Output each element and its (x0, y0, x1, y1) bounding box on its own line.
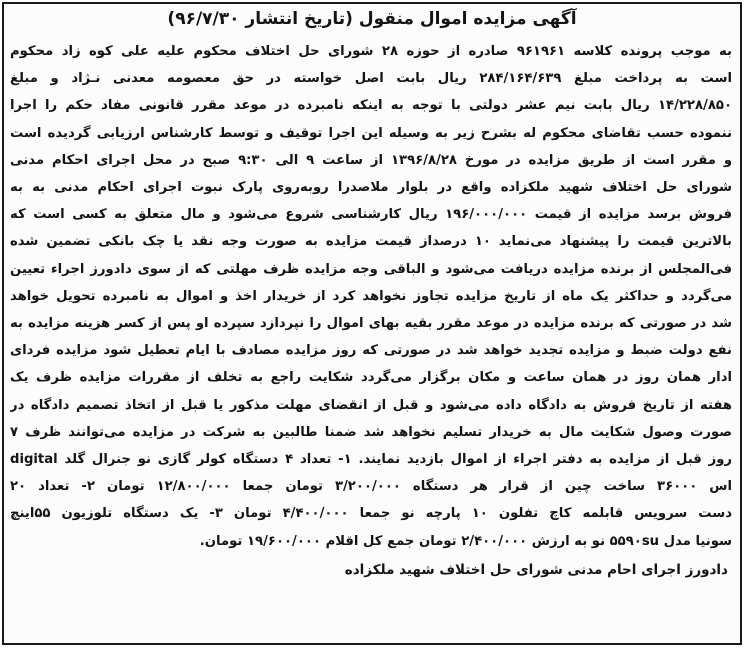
notice-line: روز قبل از مزایده به دفتر اجراء از اموال بازدید نمایند. ۱- تعداد ۴ دستگاه کولر گازی نو جنرال گلد digital (10, 452, 732, 468)
notice-line: ۱۴/۲۲۸/۸۵۰ ریال بابت نیم عشر دولتی با توجه به اینکه نامبرده در موعد مقرر قانونی مفاد حکم را اجرا (10, 98, 732, 114)
notice-line: ادار همان روز در همان ساعت و مکان برگزار می‌گردد شکایت راجع به تخلف از مقررات مزایده ظرف یک (10, 370, 732, 386)
notice-line: شورای حل اختلاف شهید ملکزاده واقع در بلوار ملاصدرا روبه‌روی پارک نبوت اجرای احکام مدنی به به (10, 180, 732, 196)
notice-line: ننموده حسب تقاضای محکوم له بشرح زیر به وسیله این اجرا توقیف و توسط کارشناس ارزیابی گردیده است (10, 125, 732, 141)
notice-line: فروش برسد مزایده از قیمت ۱۹۶/۰۰۰/۰۰۰ ریال کارشناسی شروع می‌شود و مال متعلق به کسی است که (10, 207, 732, 223)
notice-body (4, 38, 740, 555)
notice-line: فی‌المجلس از برنده مزایده دریافت می‌شود و الباقی وجه مزایده ظرف مهلتی که از سوی دادورز اجراء تعیین (10, 261, 732, 277)
notice-line: صورت وصول شکایت مال به خریدار تسلیم نخواهد شد ضمنا طالبین به شرکت در مزایده می‌توانند ظرف ۷ (10, 424, 732, 440)
notice-line: سونیا مدل ۵۵۹۰su نو به ارزش ۲/۴۰۰/۰۰۰ تومان جمع کل اقلام ۱۹/۶۰۰/۰۰۰ تومان. (199, 533, 732, 549)
notice-line: می‌گردد و حداکثر یک ماه از تاریخ مزایده تجاوز نخواهد کرد از خریدار اخذ و اموال به نامبرده تحویل خواهد (10, 288, 732, 304)
notice-line: و مقرر است از طریق مزایده در مورخ ۱۳۹۶/۸/۲۸ از ساعت ۹ الی ۹:۳۰ صبح در محل اجرای احکام مدنی (10, 152, 732, 168)
notice-line: است به پرداخت مبلغ ۲۸۴/۱۶۴/۶۳۹ ریال بابت اصل خواسته در حق معصومه معدنی نـژاد و مبلغ (10, 71, 732, 87)
notice-line: هفته از تاریخ فروش به دادگاه داده می‌شود و قبل از انقضای مهلت مذکور یا قبل از اتخاذ تصمیم دادگاه در (10, 397, 732, 413)
notice-signature: دادورز اجرای احام مدنی شورای حل اختلاف شهید ملکزاده (344, 561, 728, 578)
notice-line: اس ۳۶۰۰۰ ساخت چین از قرار هر دستگاه ۳/۲۰۰/۰۰۰ تومان جمعا ۱۲/۸۰۰/۰۰۰ تومان ۲- تعداد ۲۰ (10, 479, 732, 495)
notice-line: شد در صورتی که برنده مزایده در موعد مقرر بقیه بهای اموال را نپردازد سپرده او پس از کسر هزینه مزایده به (10, 316, 732, 332)
notice-line: دست سرویس قابلمه کاچ تفلون ۱۰ پارچه نو جمعا ۴/۴۰۰/۰۰۰ تومان ۳- یک دستگاه تلوزیون ۵۵اینچ (10, 506, 732, 522)
notice-line: نفع دولت ضبط و مزایده تجدید خواهد شد در صورتی که روز مزایده مصادف با ایام تعطیل شود مزایده فردای (10, 343, 732, 359)
notice-line: به موجب پرونده کلاسه ۹۶۱۹۶۱ صادره از حوزه ۲۸ شورای حل اختلاف محکوم علیه علی کوه زاد محکوم (10, 44, 732, 59)
notice-title: آگهی مزایده اموال منقول (تاریخ انتشار ۹۶/۷/۳۰) (167, 9, 577, 29)
auction-notice (2, 2, 742, 645)
notice-line: بالاترین قیمت را پیشنهاد می‌نماید ۱۰ درصداز قیمت مزایده به صورت وجه نقد یا چک بانکی تضمین شده (10, 234, 732, 250)
